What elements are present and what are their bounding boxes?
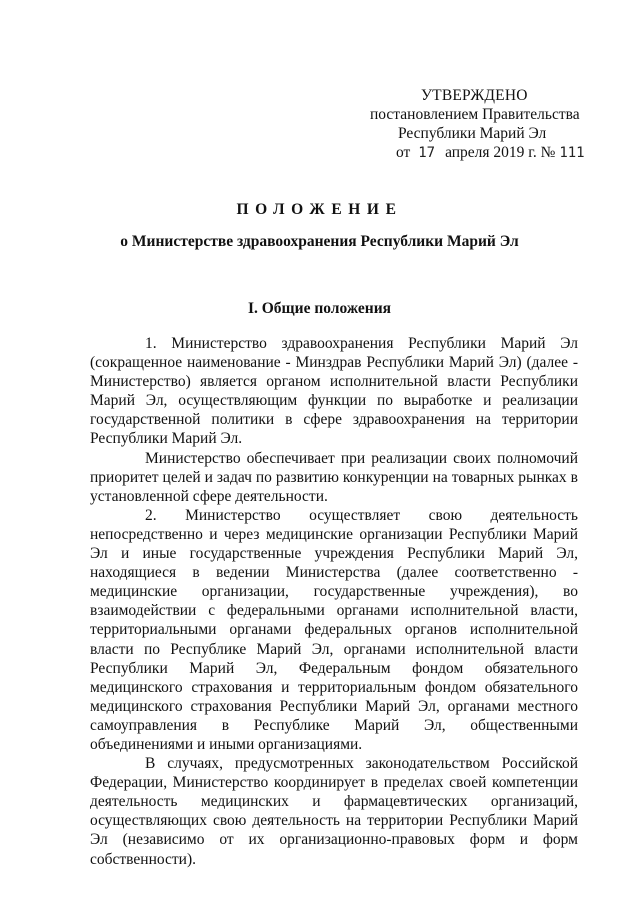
approval-stamp: [360, 86, 600, 163]
paragraph: 1. Министерство здравоохранения Республики Марий Эл (сокращенное наименование - Минздрав Республики Марий Эл) (далее - Министерство) является органом исполнительной власти Республики Марий Эл, осуществляющим функции по выработке и реализации государственной политики в сфере здравоохранения на территории Республики Марий Эл.: [90, 335, 578, 448]
date-rest: апреля 2019 г. №: [445, 144, 556, 161]
document-title: ПОЛОЖЕНИЕ: [236, 201, 403, 218]
handwritten-number: 111: [559, 145, 585, 161]
paragraph: Министерство обеспечивает при реализации своих полномочий приоритет целей и задач по развитию конкуренции на товарных рынках в установленной сфере деятельности.: [90, 449, 578, 505]
paragraph: В случаях, предусмотренных законодательством Российской Федерации, Министерство координирует в пределах своей компетенции деятельность медицинских и фармацевтических организаций, осуществляющих свою деятельность на территории Республики Марий Эл (независимо от их организационно-правовых форм и форм собственности).: [90, 755, 578, 868]
approval-date-line: [360, 143, 600, 163]
approval-title: УТВЕРЖДЕНО: [421, 87, 528, 104]
document-subtitle: о Министерстве здравоохранения Республики Марий Эл: [120, 233, 519, 250]
paragraph: 2. Министерство осуществляет свою деятельность непосредственно и через медицинские организации Республики Марий Эл и иные государственные учреждения Республики Марий Эл, находящиеся в ведении Министерства (далее соответственно - медицинские организации, государственные учреждения), во взаимодействии с федеральными органами исполнительной власти, территориальными органами федеральных органов исполнительной власти по Республике Марий Эл, органами исполнительной власти Республики Марий Эл, Федеральным фондом обязательного медицинского страхования и территориальным фондом обязательного медицинского страхования Республики Марий Эл, органами местного самоуправления в Республике Марий Эл, общественными объединениями и иными организациями.: [90, 506, 578, 753]
section-heading: I. Общие положения: [247, 300, 392, 317]
document-body: [90, 334, 578, 869]
handwritten-day: 17: [418, 145, 436, 161]
approval-line-resolution: постановлением Правительства: [370, 106, 580, 123]
date-prefix: от: [396, 144, 411, 161]
approval-line-republic: Республики Марий Эл: [398, 125, 547, 142]
